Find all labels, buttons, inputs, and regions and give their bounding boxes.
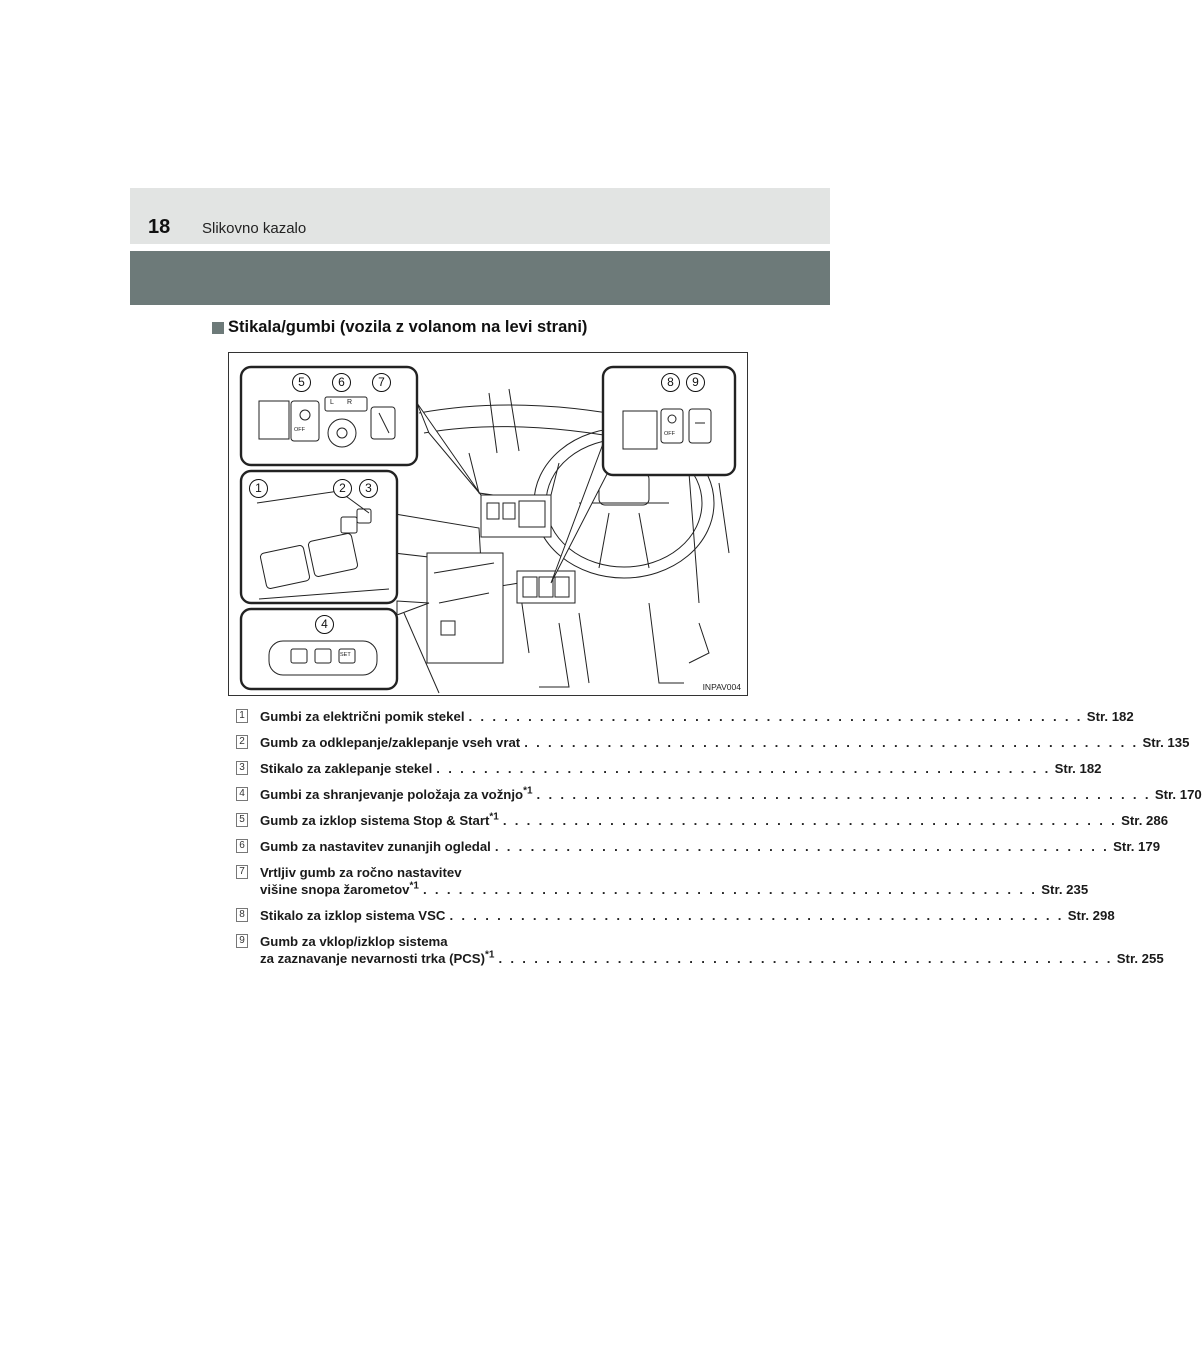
item-label: Gumb za odklepanje/zaklepanje vseh vrat bbox=[260, 735, 521, 750]
callout-8: 8 bbox=[661, 373, 680, 392]
footnote-marker: *1 bbox=[485, 949, 495, 961]
dot-leader: . . . . . . . . . . . . . . . . . . . . . . . . . . . . . . . . . . . . . . . . . . . . . . . . . . . . bbox=[422, 882, 1038, 897]
item-number: 9 bbox=[236, 934, 248, 948]
page-reference[interactable]: Str. 135 bbox=[1142, 735, 1190, 750]
page-reference[interactable]: Str. 286 bbox=[1121, 813, 1169, 828]
callout-1: 1 bbox=[249, 479, 268, 498]
list-item bbox=[236, 760, 1102, 777]
list-item bbox=[236, 838, 1161, 855]
list-item bbox=[236, 785, 1202, 803]
heading-square-icon bbox=[212, 322, 224, 334]
mirror-right-label: R bbox=[347, 399, 353, 406]
callout-9: 9 bbox=[686, 373, 705, 392]
item-number: 7 bbox=[236, 865, 248, 879]
dot-leader: . . . . . . . . . . . . . . . . . . . . . . . . . . . . . . . . . . . . . . . . . . . . . . . . . . . . bbox=[449, 908, 1064, 923]
lower-switch-panel bbox=[517, 571, 575, 603]
page-reference[interactable]: Str. 235 bbox=[1041, 882, 1089, 897]
item-label-line1: Vrtljiv gumb za ročno nastavitev bbox=[260, 865, 462, 880]
item-number: 4 bbox=[236, 787, 248, 801]
footnote-marker: *1 bbox=[489, 811, 499, 823]
legend-list bbox=[236, 708, 1202, 976]
callout-5: 5 bbox=[292, 373, 311, 392]
section-band bbox=[130, 251, 830, 305]
dash-switch-panel bbox=[481, 495, 551, 537]
section-heading-text: Stikala/gumbi (vozila z volanom na levi strani) bbox=[228, 318, 588, 336]
item-number: 8 bbox=[236, 908, 248, 922]
item-label-text: Gumbi za shranjevanje položaja za vožnjo bbox=[260, 787, 524, 802]
dot-leader: . . . . . . . . . . . . . . . . . . . . . . . . . . . . . . . . . . . . . . . . . . . . . . . . . . . . bbox=[536, 787, 1151, 802]
item-label: Gumb za nastavitev zunanjih ogledal bbox=[260, 839, 491, 854]
item-label bbox=[260, 812, 499, 829]
page-reference[interactable]: Str. 298 bbox=[1067, 908, 1115, 923]
footnote-marker: *1 bbox=[409, 880, 419, 892]
page-number: 18 bbox=[148, 216, 171, 238]
item-number: 5 bbox=[236, 813, 248, 827]
page-reference[interactable]: Str. 182 bbox=[1054, 761, 1102, 776]
item-label-text: Gumb za izklop sistema Stop & Start bbox=[260, 813, 490, 828]
cockpit-drawing bbox=[229, 353, 749, 697]
list-item bbox=[236, 734, 1190, 751]
dot-leader: . . . . . . . . . . . . . . . . . . . . . . . . . . . . . . . . . . . . . . . . . . . . . . . . . . . . bbox=[468, 709, 1083, 724]
callout-6: 6 bbox=[332, 373, 351, 392]
dot-leader: . . . . . . . . . . . . . . . . . . . . . . . . . . . . . . . . . . . . . . . . . . . . . . . . . . . . bbox=[494, 839, 1110, 854]
page-reference[interactable]: Str. 179 bbox=[1113, 839, 1161, 854]
item-label: Stikalo za zaklepanje stekel bbox=[260, 761, 433, 776]
page-reference[interactable]: Str. 182 bbox=[1086, 709, 1134, 724]
page-reference[interactable]: Str. 170 bbox=[1154, 787, 1202, 802]
item-number: 3 bbox=[236, 761, 248, 775]
dot-leader: . . . . . . . . . . . . . . . . . . . . . . . . . . . . . . . . . . . . . . . . . . . . . . . . . . . . bbox=[436, 761, 1051, 776]
list-item bbox=[236, 907, 1115, 924]
item-number: 2 bbox=[236, 735, 248, 749]
list-item bbox=[236, 864, 1089, 898]
item-number: 1 bbox=[236, 709, 248, 723]
list-item bbox=[236, 933, 1164, 967]
item-label: Gumbi za električni pomik stekel bbox=[260, 709, 465, 724]
item-label bbox=[260, 950, 494, 967]
list-item bbox=[236, 708, 1134, 725]
figure-code: INPAV004 bbox=[702, 682, 741, 692]
item-label-text: za zaznavanje nevarnosti trka (PCS) bbox=[260, 951, 485, 966]
item-label bbox=[260, 786, 533, 803]
item-label: Stikalo za izklop sistema VSC bbox=[260, 908, 446, 923]
running-title: Slikovno kazalo bbox=[202, 220, 307, 237]
dot-leader: . . . . . . . . . . . . . . . . . . . . . . . . . . . . . . . . . . . . . . . . . . . . . . . . . . . . bbox=[502, 813, 1118, 828]
switches-illustration bbox=[228, 352, 748, 696]
mirror-left-label: L bbox=[330, 399, 334, 406]
stop-start-off-label: OFF bbox=[294, 427, 305, 433]
list-item bbox=[236, 811, 1169, 829]
page-reference[interactable]: Str. 255 bbox=[1116, 951, 1164, 966]
footnote-marker: *1 bbox=[523, 785, 533, 797]
vsc-off-label: OFF bbox=[664, 431, 675, 437]
section-heading bbox=[212, 318, 587, 337]
item-number: 6 bbox=[236, 839, 248, 853]
memory-set-label: SET bbox=[340, 652, 351, 658]
callout-7: 7 bbox=[372, 373, 391, 392]
item-label-line1: Gumb za vklop/izklop sistema bbox=[260, 934, 448, 949]
dot-leader: . . . . . . . . . . . . . . . . . . . . . . . . . . . . . . . . . . . . . . . . . . . . . . . . . . . . bbox=[498, 951, 1113, 966]
item-label bbox=[260, 881, 419, 898]
dot-leader: . . . . . . . . . . . . . . . . . . . . . . . . . . . . . . . . . . . . . . . . . . . . . . . . . . . . bbox=[524, 735, 1139, 750]
item-label-text: višine snopa žarometov bbox=[260, 882, 410, 897]
callout-4: 4 bbox=[315, 615, 334, 634]
callout-3: 3 bbox=[359, 479, 378, 498]
callout-2: 2 bbox=[333, 479, 352, 498]
door-panel-small bbox=[427, 553, 503, 663]
